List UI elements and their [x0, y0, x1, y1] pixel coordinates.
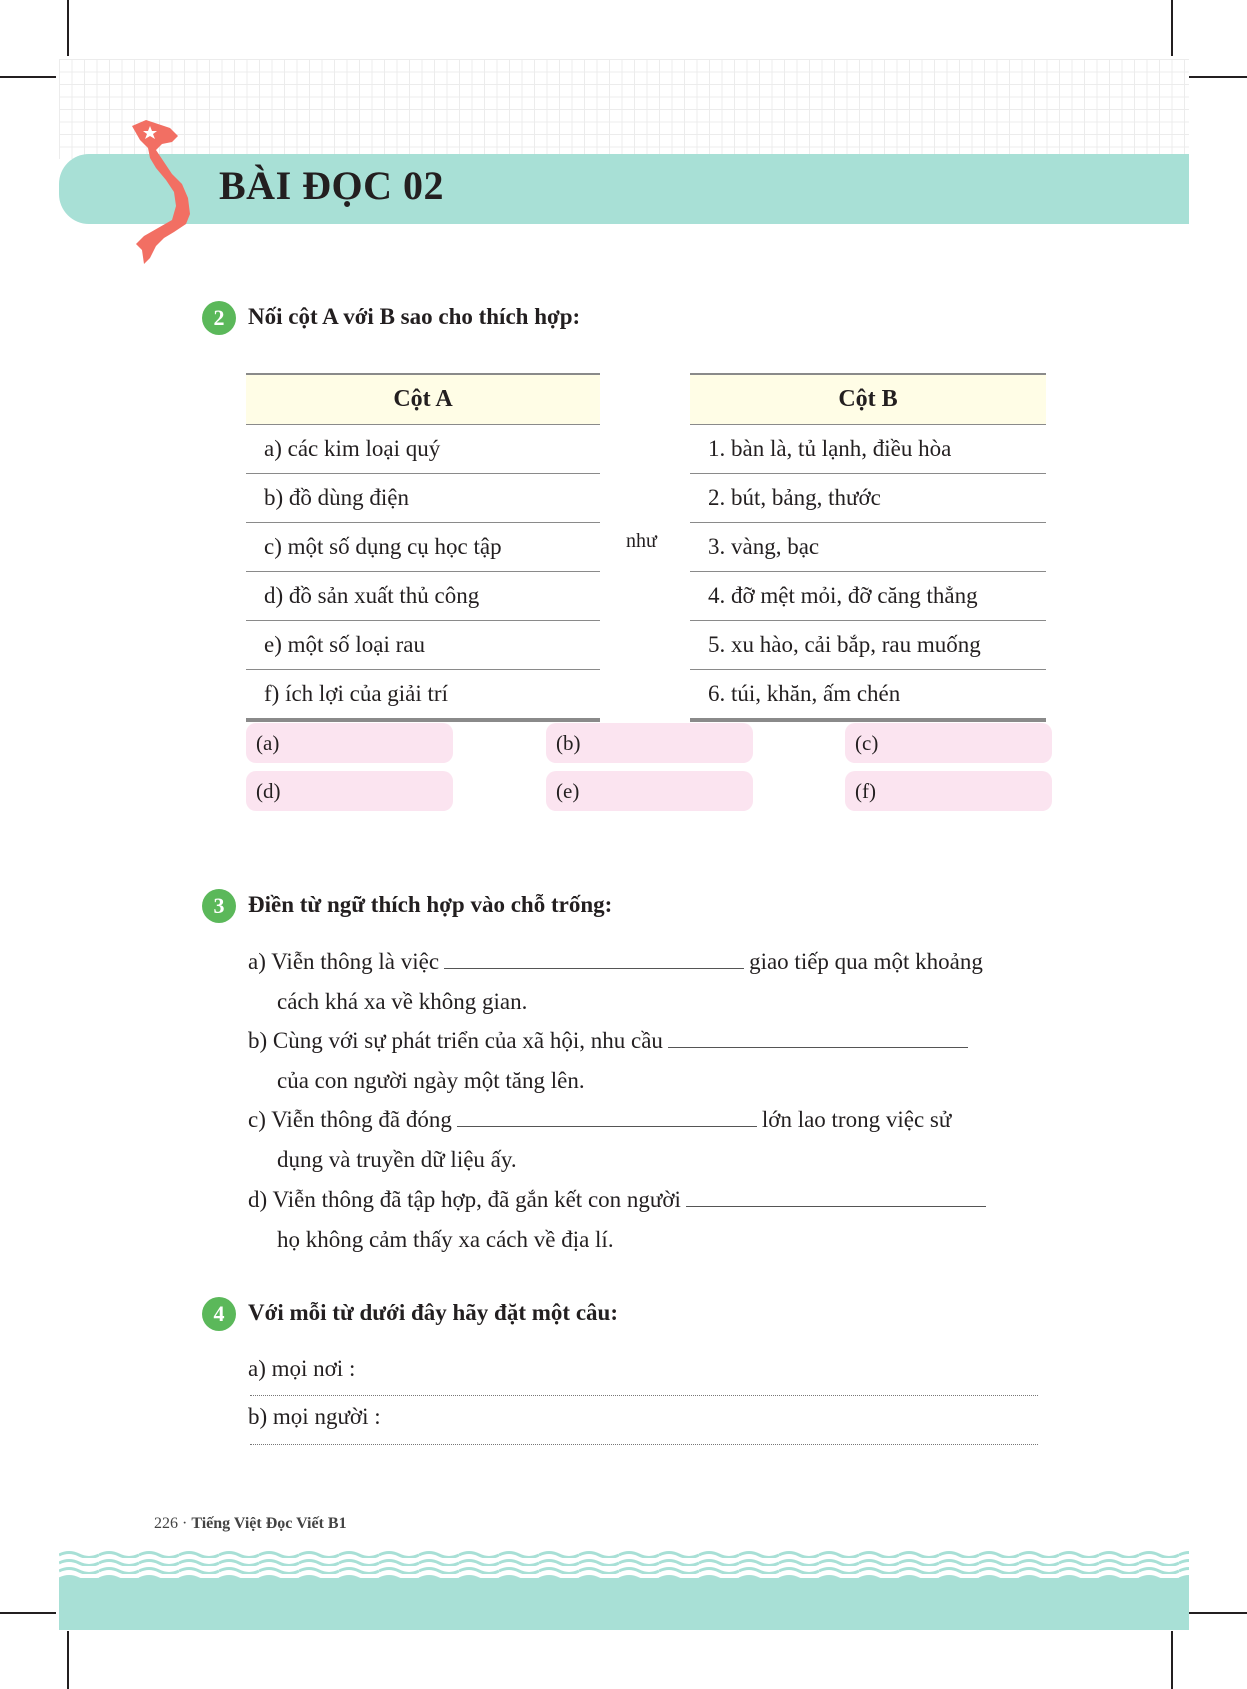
fill-text: dụng và truyền dữ liệu ấy.	[277, 1146, 517, 1172]
column-b-table	[690, 373, 1046, 722]
dotted-answer-line[interactable]	[250, 1395, 1038, 1396]
fill-item-b	[248, 1021, 1048, 1100]
blank-line[interactable]	[457, 1108, 757, 1127]
fill-text: của con người ngày một tăng lên.	[277, 1067, 585, 1093]
fill-item-d	[248, 1180, 1048, 1259]
fill-text: lớn lao trong việc sử	[761, 1107, 952, 1132]
exercise-title: Nối cột A với B sao cho thích hợp:	[248, 304, 581, 329]
column-b-item: 5. xu hào, cải bắp, rau muống	[690, 621, 1046, 670]
fill-item-c	[248, 1100, 1048, 1179]
fill-text: d) Viễn thông đã tập hợp, đã gắn kết con người	[248, 1187, 681, 1212]
column-b-item: 2. bút, bảng, thước	[690, 474, 1046, 523]
fill-text: c) Viễn thông đã đóng	[248, 1107, 452, 1132]
wave-decoration	[59, 1550, 1189, 1580]
vietnam-map-icon	[128, 118, 204, 266]
blank-line[interactable]	[444, 950, 744, 969]
fill-item-a	[248, 942, 1048, 1021]
crop-mark	[67, 1631, 69, 1689]
fill-text: b) Cùng với sự phát triển của xã hội, nhu cầu	[248, 1028, 663, 1053]
sentence-prompt: a) mọi nơi :	[248, 1356, 356, 1381]
column-b-item: 3. vàng, bạc	[690, 523, 1046, 572]
column-a-item: a) các kim loại quý	[246, 425, 600, 474]
crop-mark	[1171, 0, 1173, 56]
column-b-item: 6. túi, khăn, ấm chén	[690, 670, 1046, 721]
fill-text: họ không cảm thấy xa cách về địa lí.	[277, 1226, 614, 1252]
fill-text: cách khá xa về không gian.	[277, 988, 528, 1014]
answer-box-d[interactable]: (d)	[246, 771, 453, 811]
answer-box-e[interactable]: (e)	[546, 771, 753, 811]
crop-mark	[1189, 1612, 1247, 1614]
column-a-item: d) đồ sản xuất thủ công	[246, 572, 600, 621]
dotted-answer-line[interactable]	[250, 1444, 1038, 1445]
column-b-item: 1. bàn là, tủ lạnh, điều hòa	[690, 425, 1046, 474]
footer-separator: ·	[178, 1515, 192, 1532]
grid-background	[59, 59, 1189, 159]
page-footer	[154, 1515, 347, 1533]
fill-text: a) Viễn thông là việc	[248, 949, 440, 974]
sentence-prompt: b) mọi người :	[248, 1404, 381, 1429]
exercise-number-badge: 3	[202, 889, 236, 923]
blank-line[interactable]	[668, 1029, 968, 1048]
crop-mark	[0, 76, 56, 78]
column-b-header: Cột B	[690, 374, 1046, 425]
blank-line[interactable]	[686, 1188, 986, 1207]
exercise-title: Điền từ ngữ thích hợp vào chỗ trống:	[248, 892, 613, 917]
crop-mark	[1189, 76, 1247, 78]
column-a-table	[246, 373, 600, 722]
exercise-number-badge: 4	[202, 1297, 236, 1331]
answer-box-f[interactable]: (f)	[845, 771, 1052, 811]
answer-box-a[interactable]: (a)	[246, 723, 453, 763]
column-a-header: Cột A	[246, 374, 600, 425]
crop-mark	[0, 1612, 56, 1614]
column-a-item: b) đồ dùng điện	[246, 474, 600, 523]
column-a-item: f) ích lợi của giải trí	[246, 670, 600, 721]
bottom-band	[59, 1578, 1189, 1630]
answer-box-c[interactable]: (c)	[845, 723, 1052, 763]
book-title: Tiếng Việt Đọc Viết B1	[191, 1515, 347, 1532]
answer-box-b[interactable]: (b)	[546, 723, 753, 763]
column-a-item: e) một số loại rau	[246, 621, 600, 670]
column-a-item: c) một số dụng cụ học tập	[246, 523, 600, 572]
exercise-title: Với mỗi từ dưới đây hãy đặt một câu:	[248, 1300, 618, 1325]
crop-mark	[1171, 1631, 1173, 1689]
page-title: BÀI ĐỌC 02	[219, 163, 445, 208]
crop-mark	[67, 0, 69, 56]
fill-text: giao tiếp qua một khoảng	[749, 949, 983, 974]
column-b-item: 4. đỡ mệt mỏi, đỡ căng thẳng	[690, 572, 1046, 621]
page-number: 226	[154, 1515, 178, 1532]
exercise-number-badge: 2	[202, 301, 236, 335]
connector-text: như	[626, 530, 657, 552]
